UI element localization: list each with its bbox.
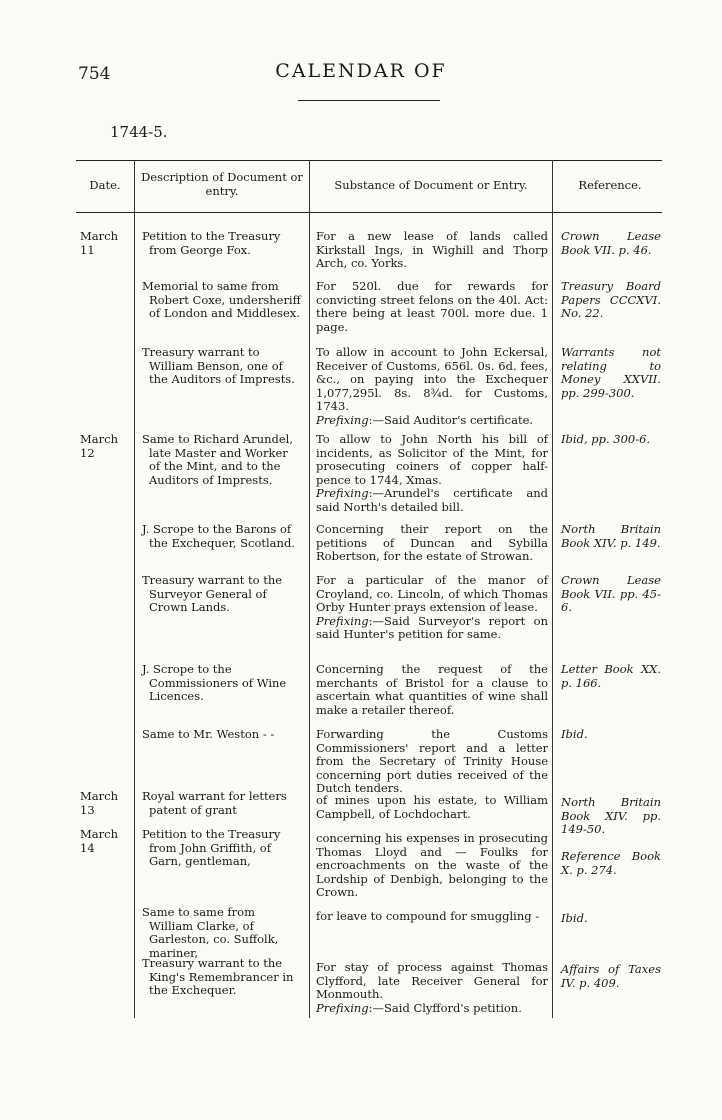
prefix-label: Prefixing <box>316 613 369 628</box>
entry-date: March 12 <box>80 432 118 460</box>
column-divider <box>552 160 553 1018</box>
entry-description: Royal warrant for letters patent of grant <box>142 789 287 817</box>
entry-reference: Ibid. <box>561 911 588 925</box>
entry-substance <box>316 433 548 515</box>
entry-substance <box>316 961 548 1015</box>
entry-reference: Ibid, pp. 300-6. <box>561 432 651 446</box>
entry-substance <box>316 346 548 428</box>
entry-substance: Concerning the request of the merchants of Bristol for a clause to ascertain what quantities of wine shall make a retailer thereof. <box>316 662 548 717</box>
entry-description: Treasury warrant to the King's Remembrancer in the Exchequer. <box>142 956 294 998</box>
entry-description: Same to Richard Arundel, late Master and Worker of the Mint, and to the Auditors of Imprests. <box>142 432 293 487</box>
entry-description: Petition to the Treasury from George Fox. <box>142 229 281 257</box>
title-rule <box>298 100 440 101</box>
column-header-date: Date. <box>89 178 121 192</box>
entry-reference: Crown Lease Book VII. pp. 45-6. <box>561 573 661 615</box>
entry-substance-text: For stay of process against Thomas Clyfford, late Receiver General for Monmouth. <box>316 960 548 1002</box>
entry-reference: Ibid. <box>561 727 588 741</box>
entry-substance: concerning his expenses in prosecuting Thomas Lloyd and — Foulks for encroachments on the waste of the Lordship of Denbigh, belonging to the Crown. <box>316 831 548 900</box>
entry-substance: Forwarding the Customs Commissioners' report and a letter from the Secretary of Trinity House concerning port duties received of the Dutch tenders. <box>316 727 548 796</box>
entry-reference: Affairs of Taxes IV. p. 409. <box>561 962 661 990</box>
prefix-label: Prefixing <box>316 412 369 427</box>
entry-substance-text: To allow in account to John Eckersal, Receiver of Customs, 656l. 0s. 6d. fees, &c., on paying into the Exchequer 1,077,295l. 8s. 8¾d. for Customs, 1743. <box>316 345 548 414</box>
entry-prefix <box>316 1002 548 1016</box>
entry-prefix <box>316 487 548 514</box>
table-header-rule <box>76 212 662 213</box>
prefix-label: Prefixing <box>316 486 369 501</box>
entry-substance-text: For a particular of the manor of Croyland, co. Lincoln, of which Thomas Orby Hunter prays extension of lease. <box>316 573 548 615</box>
entry-reference: North Britain Book XIV. p. 149. <box>561 522 661 550</box>
entry-substance-text: To allow to John North his bill of incidents, as Solicitor of the Mint, for prosecuting coiners of copper half-pence to 1744, Xmas. <box>316 432 548 487</box>
entry-description: J. Scrope to the Barons of the Exchequer, Scotland. <box>142 522 295 550</box>
prefix-label: Prefixing <box>316 1000 369 1015</box>
prefix-text: :—Said Surveyor's report on said Hunter's petition for same. <box>316 613 548 642</box>
entry-reference: Crown Lease Book VII. p. 46. <box>561 229 661 257</box>
entry-substance <box>316 574 548 642</box>
entry-reference: North Britain Book XIV. pp. 149-50. <box>561 795 661 837</box>
entry-description: Same to same from William Clarke, of Garleston, co. Suffolk, mariner, <box>142 905 279 960</box>
prefix-text: :—Arundel's certificate and said North's detailed bill. <box>316 486 548 514</box>
entry-description: J. Scrope to the Commissioners of Wine Licences. <box>142 662 287 704</box>
column-header-description: Description of Document or entry. <box>141 170 303 198</box>
entry-reference: Reference Book X. p. 274. <box>561 849 661 877</box>
entry-prefix <box>316 615 548 642</box>
entry-reference: Treasury Board Papers CCCXVI. No. 22. <box>561 279 661 321</box>
entry-substance: for leave to compound for smuggling - <box>316 909 540 923</box>
entry-description: Memorial to same from Robert Coxe, undersheriff of London and Middlesex. <box>142 279 301 321</box>
column-divider <box>309 160 310 1018</box>
prefix-text: :—Said Clyfford's petition. <box>368 1000 522 1015</box>
entry-substance: For 520l. due for rewards for convicting street felons on the 40l. Act: there being at least 700l. more due. 1 page. <box>316 279 548 334</box>
entry-date: March 13 <box>80 789 118 817</box>
running-title: CALENDAR OF <box>275 60 447 82</box>
entry-date: March 14 <box>80 827 118 855</box>
entry-substance: of mines upon his estate, to William Campbell, of Lochdochart. <box>316 793 548 821</box>
column-divider <box>134 160 135 1018</box>
entry-substance: For a new lease of lands called Kirkstall Ings, in Wighill and Thorp Arch, co. Yorks. <box>316 229 548 271</box>
entry-reference: Warrants not relating to Money XXVII. pp. 299-300. <box>561 345 661 400</box>
column-header-reference: Reference. <box>578 178 642 192</box>
entry-date: March 11 <box>80 229 118 257</box>
year-heading: 1744-5. <box>110 123 168 141</box>
entry-description: Petition to the Treasury from John Griffith, of Garn, gentleman, <box>142 827 281 869</box>
table-top-rule <box>76 160 662 161</box>
entry-description: Treasury warrant to William Benson, one of the Auditors of Imprests. <box>142 345 295 387</box>
column-header-substance: Substance of Document or Entry. <box>334 178 528 192</box>
entry-description: Treasury warrant to the Surveyor General of Crown Lands. <box>142 573 283 615</box>
entry-substance: Concerning their report on the petitions of Duncan and Sybilla Robertson, for the estate of Strowan. <box>316 522 548 564</box>
prefix-text: :—Said Auditor's certificate. <box>368 412 534 427</box>
entry-prefix <box>316 414 548 428</box>
page-number: 754 <box>78 64 111 84</box>
entry-reference: Letter Book XX. p. 166. <box>561 662 661 690</box>
entry-description: Same to Mr. Weston - - <box>142 727 275 741</box>
